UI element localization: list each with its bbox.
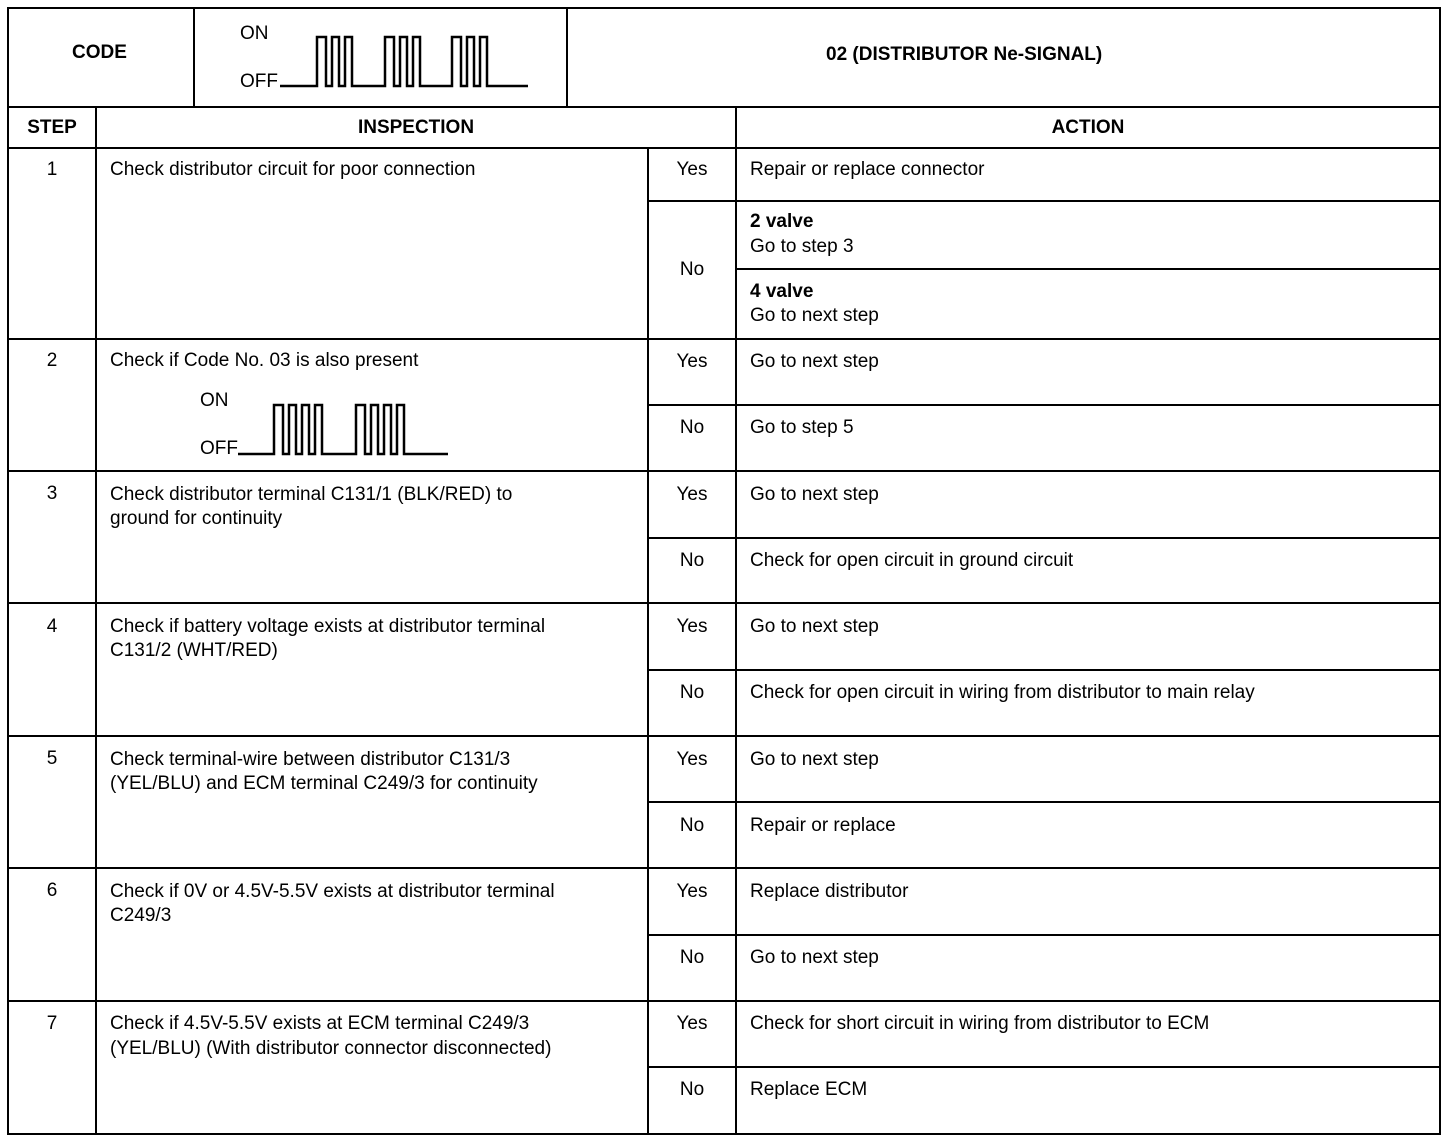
yesno-separator-5 <box>647 801 1441 803</box>
no-label: No <box>679 259 705 280</box>
yes-action: Go to next step <box>750 484 879 505</box>
yes-action: Go to next step <box>750 351 879 372</box>
step-number: 4 <box>46 616 58 637</box>
no-label: No <box>679 682 705 703</box>
no-action: Replace ECM <box>750 1079 868 1100</box>
inspection-text: Check distributor circuit for poor connection <box>110 159 476 180</box>
no-label: No <box>679 417 705 438</box>
inspection-text: (YEL/BLU) (With distributor connector disconnected) <box>110 1038 552 1059</box>
yes-label: Yes <box>676 749 708 770</box>
yes-action: Go to next step <box>750 616 879 637</box>
step2-wave-on-label: ON <box>200 390 229 411</box>
no-label: No <box>679 815 705 836</box>
code-label: CODE <box>72 42 127 63</box>
step-number: 2 <box>46 350 58 371</box>
border-top <box>7 7 1441 9</box>
header-inspection: INSPECTION <box>357 117 475 138</box>
no-action-variant-text: Go to step 3 <box>750 236 854 257</box>
yes-action: Replace distributor <box>750 881 909 902</box>
no-action: Check for open circuit in wiring from distributor to main relay <box>750 682 1255 703</box>
inspection-text: Check terminal-wire between distributor C131/3 <box>110 749 511 770</box>
yes-label: Yes <box>676 351 708 372</box>
header-action: ACTION <box>1051 117 1125 138</box>
step-separator-4 <box>7 735 1441 737</box>
no-action: Go to step 5 <box>750 417 854 438</box>
inspection-text: (YEL/BLU) and ECM terminal C249/3 for continuity <box>110 773 538 794</box>
no-label: No <box>679 550 705 571</box>
no-action: Go to next step <box>750 947 879 968</box>
col-action-divider <box>735 106 737 1135</box>
step-separator-6 <box>7 1000 1441 1002</box>
header-step: STEP <box>27 117 77 138</box>
yesno-separator-1 <box>647 200 1441 202</box>
col-step-divider <box>95 106 97 1135</box>
yesno-separator-4 <box>647 669 1441 671</box>
code-title: 02 (DISTRIBUTOR Ne-SIGNAL) <box>826 44 1103 65</box>
yes-action: Check for short circuit in wiring from distributor to ECM <box>750 1013 1210 1034</box>
inspection-text: Check if battery voltage exists at distributor terminal <box>110 616 546 637</box>
step-number: 7 <box>46 1013 58 1034</box>
code-pulse-waveform-icon <box>280 34 530 90</box>
code-box-bottom <box>7 106 1441 108</box>
yes-action: Repair or replace connector <box>750 159 985 180</box>
no-label: No <box>679 947 705 968</box>
border-bottom <box>7 1133 1441 1135</box>
no-action-variant-title: 2 valve <box>750 211 814 232</box>
step-separator-5 <box>7 867 1441 869</box>
code-wave-on-label: ON <box>240 23 269 44</box>
action-separator-1b <box>735 268 1441 270</box>
step2-pulse-waveform-icon <box>238 402 450 458</box>
code-divider-2 <box>566 7 568 108</box>
yesno-separator-7 <box>647 1066 1441 1068</box>
inspection-text: C131/2 (WHT/RED) <box>110 640 278 661</box>
yes-label: Yes <box>676 1013 708 1034</box>
no-label: No <box>679 1079 705 1100</box>
yes-label: Yes <box>676 616 708 637</box>
code-wave-off-label: OFF <box>240 71 278 92</box>
step-separator-1 <box>7 338 1441 340</box>
code-divider-1 <box>193 7 195 108</box>
step-number: 1 <box>46 159 58 180</box>
yes-label: Yes <box>676 881 708 902</box>
step-number: 3 <box>46 483 58 504</box>
yes-label: Yes <box>676 484 708 505</box>
step-separator-2 <box>7 470 1441 472</box>
no-action-variant-title: 4 valve <box>750 281 814 302</box>
inspection-text: Check if Code No. 03 is also present <box>110 350 419 371</box>
no-action: Check for open circuit in ground circuit <box>750 550 1074 571</box>
border-right <box>1439 7 1441 1135</box>
no-action: Repair or replace <box>750 815 896 836</box>
yesno-separator-3 <box>647 537 1441 539</box>
inspection-text: ground for continuity <box>110 508 283 529</box>
yesno-separator-6 <box>647 934 1441 936</box>
inspection-text: Check if 4.5V-5.5V exists at ECM terminal C249/3 <box>110 1013 530 1034</box>
yes-action: Go to next step <box>750 749 879 770</box>
inspection-text: C249/3 <box>110 905 172 926</box>
header-bottom <box>7 147 1441 149</box>
inspection-text: Check distributor terminal C131/1 (BLK/RED) to <box>110 484 513 505</box>
yes-label: Yes <box>676 159 708 180</box>
step-separator-3 <box>7 602 1441 604</box>
inspection-text: Check if 0V or 4.5V-5.5V exists at distributor terminal <box>110 881 555 902</box>
yesno-separator-2 <box>647 404 1441 406</box>
no-action-variant-text: Go to next step <box>750 305 879 326</box>
col-yesno-divider <box>647 147 649 1135</box>
step-number: 5 <box>46 748 58 769</box>
step-number: 6 <box>46 880 58 901</box>
step2-wave-off-label: OFF <box>200 438 238 459</box>
